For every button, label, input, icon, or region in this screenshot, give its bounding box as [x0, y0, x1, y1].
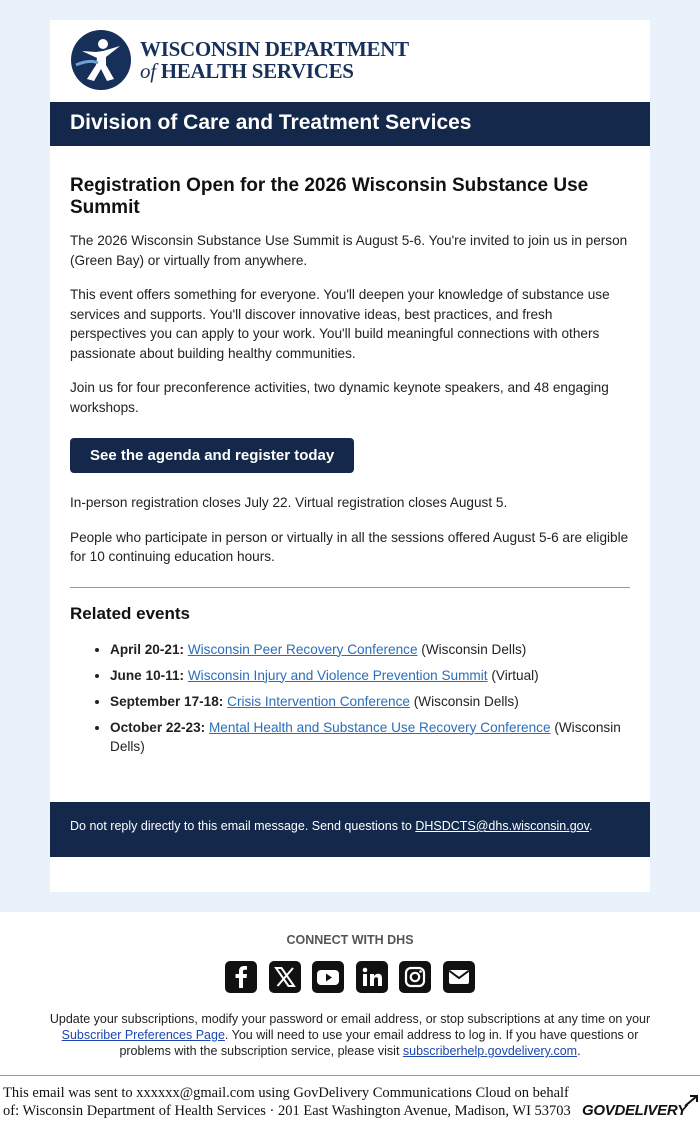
event-link[interactable]: Wisconsin Injury and Violence Prevention Summit	[187, 667, 488, 683]
event-location: (Wisconsin Dells)	[421, 641, 527, 657]
dhs-logo[interactable]	[70, 28, 409, 92]
connect-heading: CONNECT WITH DHS	[286, 933, 414, 947]
event-location: (Wisconsin Dells)	[413, 693, 519, 709]
event-link[interactable]: Crisis Intervention Conference	[227, 693, 410, 709]
email-card	[50, 20, 650, 892]
logo-line2-rest: HEALTH SERVICES	[160, 59, 354, 83]
related-events-heading: Related events	[70, 603, 190, 623]
instagram-icon[interactable]	[399, 961, 431, 993]
subs-text-1: Update your subscriptions, modify your password or email address, or stop subscriptions at any time on your	[49, 1012, 651, 1026]
registration-deadline-paragraph: In-person registration closes July 22. Virtual registration closes August 5.	[70, 495, 508, 510]
dhs-wordmark	[140, 38, 409, 82]
event-location: (Wisconsin Dells)	[110, 719, 621, 754]
facebook-icon[interactable]	[225, 961, 257, 993]
event-date: June 10-11:	[110, 667, 185, 683]
email-icon[interactable]	[443, 961, 475, 993]
x-icon[interactable]	[269, 961, 301, 993]
bottom-divider	[0, 1075, 700, 1076]
event-item	[110, 640, 630, 660]
event-location: (Virtual)	[491, 667, 539, 683]
event-date: April 20-21:	[110, 641, 185, 657]
subscriber-preferences-link[interactable]: Subscriber Preferences Page	[61, 1028, 225, 1042]
headline: Registration Open for the 2026 Wisconsin Substance Use Summit	[70, 175, 589, 218]
sent-to-notice: This email was sent to xxxxxx@gmail.com using GovDelivery Communications Cloud on behalf of: Wisconsin Department of Health Services · 201 East Washington Avenue, Madison, WI 53703	[3, 1085, 571, 1119]
subs-text-2: . You will need to use your email address to log in. If you have questions or problems with the subscription service, please visit	[119, 1028, 639, 1058]
logo-line2	[140, 60, 409, 82]
event-link[interactable]: Mental Health and Substance Use Recovery Conference	[208, 719, 551, 735]
description-paragraph: This event offers something for everyone. You'll deepen your knowledge of substance use services and supports. You'll discover innovative ideas, best practices, and fresh perspectives you can apply to your work. You'll build meaningful connections with others passionate about building healthy communities.	[70, 287, 610, 361]
continuing-education-paragraph: People who participate in person or virtually in all the sessions offered August 5-6 are eligible for 10 continuing education hours.	[70, 529, 629, 564]
logo-line1: WISCONSIN DEPARTMENT	[140, 37, 409, 61]
footer-period: .	[588, 819, 593, 833]
youtube-icon[interactable]	[312, 961, 344, 993]
subscriber-help-link[interactable]: subscriberhelp.govdelivery.com	[402, 1044, 578, 1058]
logo-of: of	[140, 59, 156, 83]
main-content	[70, 175, 630, 763]
govdelivery-logo[interactable]: GOVDELIVERY	[582, 1102, 687, 1119]
section-divider	[70, 587, 630, 588]
event-date: October 22-23:	[110, 719, 206, 735]
govdelivery-swoosh-icon	[684, 1095, 698, 1110]
activities-paragraph: Join us for four preconference activities, two dynamic keynote speakers, and 48 engaging workshops.	[70, 380, 609, 415]
social-icons	[225, 961, 475, 993]
register-button[interactable]: See the agenda and register today	[70, 438, 354, 473]
linkedin-icon[interactable]	[356, 961, 388, 993]
event-date: September 17-18:	[110, 693, 224, 709]
subscription-info	[40, 1011, 660, 1059]
footer-text: Do not reply directly to this email message. Send questions to	[70, 819, 412, 833]
division-banner: Division of Care and Treatment Services	[50, 102, 650, 146]
event-item	[110, 718, 630, 757]
subs-text-3: .	[577, 1044, 581, 1058]
event-link[interactable]: Wisconsin Peer Recovery Conference	[187, 641, 418, 657]
event-item	[110, 692, 630, 712]
related-events-list	[70, 640, 630, 757]
intro-paragraph: The 2026 Wisconsin Substance Use Summit is August 5-6. You're invited to join us in person (Green Bay) or virtually from anywhere.	[70, 233, 628, 268]
contact-email-link[interactable]: DHSDCTS@dhs.wisconsin.gov	[415, 819, 589, 833]
dhs-seal-icon	[70, 29, 132, 91]
event-item	[110, 666, 630, 686]
do-not-reply-footer	[50, 802, 650, 857]
